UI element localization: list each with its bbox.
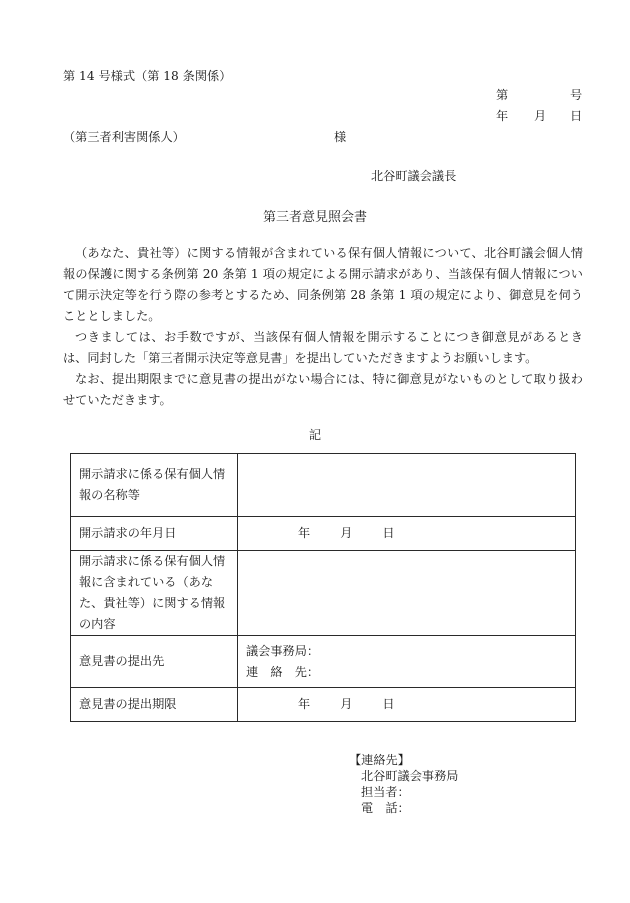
- document-number-suffix: 号: [570, 88, 583, 102]
- table-row-submission-destination: [71, 636, 576, 688]
- value-info-content: [238, 551, 576, 636]
- submission-contact: 連 絡 先：: [246, 664, 320, 679]
- table-row-info-content: [71, 551, 576, 636]
- request-date-day: 日: [382, 526, 395, 540]
- honorific: 様: [334, 130, 347, 144]
- issue-date-day: 日: [570, 109, 583, 123]
- label-submission-deadline: 意見書の提出期限: [71, 688, 238, 722]
- deadline-year: 年: [298, 697, 311, 711]
- label-document-name: 開示請求に係る保有個人情報の名称等: [71, 454, 238, 517]
- form-number: 第 14 号様式（第 18 条関係）: [63, 69, 232, 83]
- contact-office: 北谷町議会事務局: [361, 769, 459, 783]
- label-request-date: 開示請求の年月日: [71, 517, 238, 551]
- document-number-label: 第: [496, 88, 509, 102]
- sender: 北谷町議会議長: [371, 169, 457, 183]
- ki-marker: 記: [308, 428, 322, 442]
- document-title: 第三者意見照会書: [262, 210, 367, 225]
- contact-person: 担当者：: [361, 785, 410, 799]
- issue-date-year: 年: [496, 109, 509, 123]
- request-date-year: 年: [298, 526, 311, 540]
- recipient: （第三者利害関係人）: [63, 130, 185, 144]
- label-info-content: 開示請求に係る保有個人情報に含まれている（あなた、貴社等）に関する情報の内容: [71, 551, 238, 636]
- value-document-name: [238, 454, 576, 517]
- value-submission-destination: [238, 636, 576, 688]
- value-request-date: [238, 517, 576, 551]
- body-text: [63, 243, 583, 411]
- body-paragraph-3: なお、提出期限までに意見書の提出がない場合には、特に御意見がないものとして取り扱わせていただきます。: [63, 372, 583, 407]
- contact-heading: 【連絡先】: [349, 753, 410, 767]
- body-paragraph-2: つきましては、お手数ですが、当該保有個人情報を開示することにつき御意見があるときは、同封した「第三者開示決定等意見書」を提出していただきますようお願いします。: [63, 330, 583, 365]
- body-paragraph-1: （あなた、貴社等）に関する情報が含まれている保有個人情報について、北谷町議会個人情報の保護に関する条例第 20 条第 1 項の規定による開示請求があり、当該保有個人情報について開示決定等を行う際の参考とするため、同条例第 28 条第 1 項の規定により、御意見を伺うこととしました。: [63, 246, 583, 323]
- issue-date-month: 月: [534, 109, 547, 123]
- table-row-document-name: [71, 454, 576, 517]
- label-submission-destination: 意見書の提出先: [71, 636, 238, 688]
- value-submission-deadline: [238, 688, 576, 722]
- contact-phone: 電 話：: [361, 801, 410, 815]
- info-table: [70, 453, 576, 722]
- contact-block: [349, 752, 459, 816]
- deadline-day: 日: [382, 697, 395, 711]
- table-row-request-date: [71, 517, 576, 551]
- deadline-month: 月: [340, 697, 353, 711]
- table-row-submission-deadline: [71, 688, 576, 722]
- submission-office: 議会事務局：: [246, 643, 320, 658]
- request-date-month: 月: [340, 526, 353, 540]
